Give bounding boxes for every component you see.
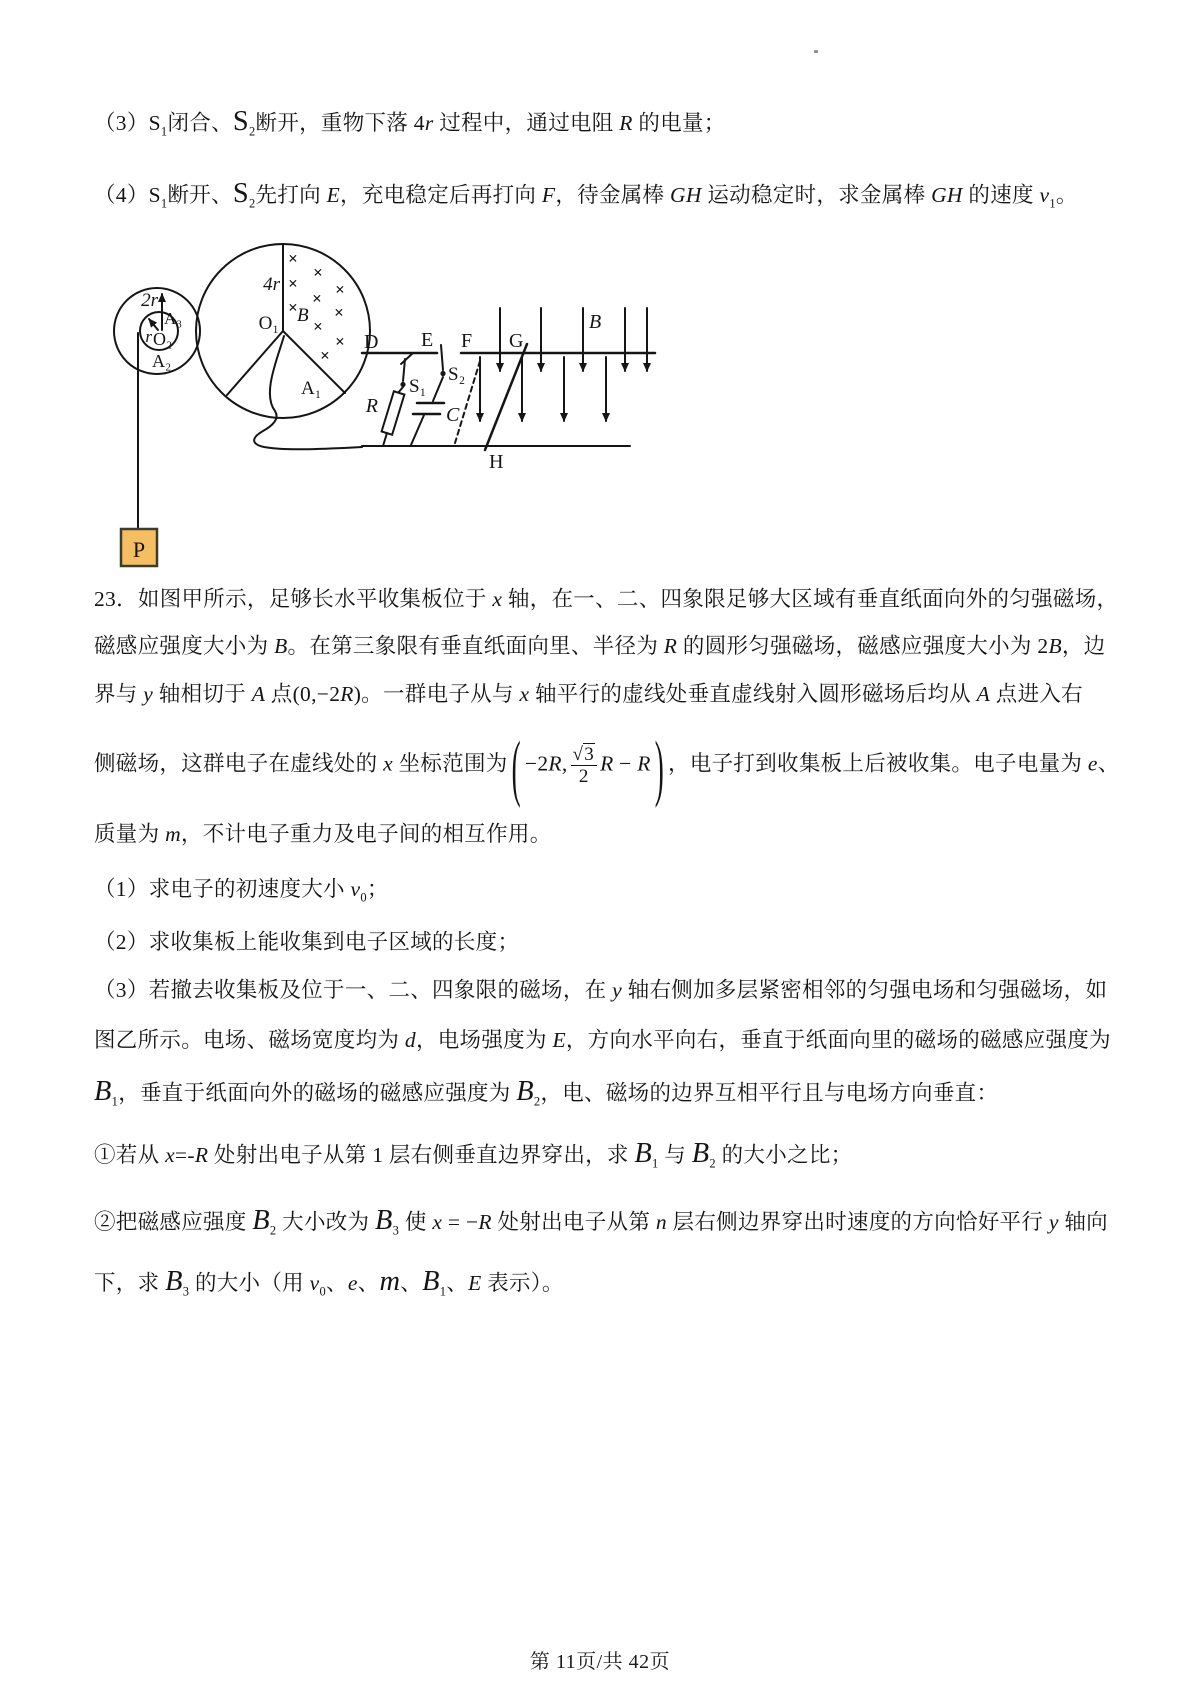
switch-s1-blade (401, 353, 413, 364)
capacitor-c-label: C (446, 404, 460, 426)
q23-sub-2: （2）求收集板上能收集到电子区域的长度； (94, 930, 520, 954)
svg-text:×: × (335, 280, 345, 299)
item-4: $(4)S_1$断开、$S_2$先打向 E，充电稳定后再打向 F，待金属棒 GH 运动稳定时，求金属棒 GH 的速度 $v_1$。 (94, 178, 1078, 211)
svg-text:×: × (335, 332, 345, 351)
field-into-page-crosses (288, 249, 345, 365)
capacitor-wire-bottom (411, 415, 424, 445)
field-b-down-arrows (480, 308, 647, 421)
q23-line-4: 侧磁场，这群电子在虚线处的 x 坐标范围为 ( −2R, $\frac{√3}{2}$ R − R ) ，电子打到收集板上后被收集。电子电量为 e、 (94, 725, 1120, 808)
figure-circuit-diagram (0, 0, 700, 580)
weight-p-label: P (132, 537, 146, 562)
disk-field-b-label: B (297, 305, 309, 326)
q23-sub-3-line-2: 图乙所示。电场、磁场宽度均为 d，电场强度为 E，方向水平向右，垂直于纸面向里的磁场的磁感应强度为 (94, 1028, 1111, 1052)
q23-sub-3-line-3: $B_1$，垂直于纸面向外的磁场的磁感应强度为 $B_2$，电、磁场的边界互相平行且与电场方向垂直： (94, 1076, 999, 1109)
disk-radius-4r-label: 4r (263, 274, 280, 295)
svg-text:×: × (288, 249, 298, 268)
pulley-radius-2r-label: 2r (141, 290, 158, 311)
q23-line-1: 23．如图甲所示，足够长水平收集板位于 x 轴，在一、二、四象限足够大区域有垂直纸面向外的匀强磁场， (94, 587, 1119, 611)
svg-text:×: × (313, 317, 323, 336)
page-footer: 第 11页/共 42页 (529, 1651, 671, 1673)
switch-s2-label: S₂ (448, 364, 466, 385)
disk-o1-label: O₁ (258, 313, 279, 334)
q23-line-5: 质量为 m，不计电子重力及电子间的相互作用。 (94, 822, 552, 846)
rod-gh (485, 344, 527, 450)
svg-text:×: × (334, 303, 344, 322)
svg-text:×: × (313, 263, 323, 282)
pulley-group (114, 288, 200, 566)
field-b-right-label: B (589, 311, 602, 333)
q23-circle-2-line-2: 下，求 $B_3$ 的大小（用 $v_0$、e、m、$B_1$、E 表示）。 (94, 1266, 564, 1299)
switch-s2-contact (440, 371, 445, 376)
resistor-body (382, 391, 405, 434)
svg-text:×: × (312, 289, 322, 308)
circuit-group (362, 329, 655, 473)
svg-text:×: × (288, 274, 298, 293)
rail-e-label: E (421, 329, 434, 351)
q23-sub-1: （1）求电子的初速度大小 $v_0$； (94, 877, 389, 905)
switch-s2-blade (433, 377, 443, 401)
q23-line-3: 界与 y 轴相切于 A 点(0,−2R)。一群电子从与 x 轴平行的虚线处垂直虚线射入圆形磁场后均从 A 点进入右 (94, 682, 1083, 706)
q23-circle-2-line-1: ②把磁感应强度 $B_2$ 大小改为 $B_3$ 使 x = −R 处射出电子从第 n 层右侧边界穿出时速度的方向恰好平行 y 轴向 (94, 1205, 1108, 1238)
switch-s1-label: S₁ (409, 376, 427, 397)
svg-text:×: × (320, 346, 330, 365)
pulley-o2-label: O₂ (153, 329, 173, 349)
rail-g-label: G (509, 330, 524, 352)
resistor-wire-bottom (383, 433, 387, 446)
q23-circle-1: ①若从 x=-R 处射出电子从第 1 层右侧垂直边界穿出，求 $B_1$ 与 $B_2$ 的大小之比； (94, 1138, 853, 1171)
svg-text:×: × (288, 298, 298, 317)
q23-line-2: 磁感应强度大小为 B。在第三象限有垂直纸面向里、半径为 R 的圆形匀强磁场，磁感应强度大小为 2B，边 (94, 634, 1106, 658)
q23-sub-3-line-1: （3）若撤去收集板及位于一、二、四象限的磁场，在 y 轴右侧加多层紧密相邻的匀强电场和匀强磁场，如 (94, 978, 1108, 1002)
switch-s2-wire (441, 345, 443, 370)
resistor-r-label: R (365, 395, 378, 417)
pulley-radius-r-label: r (145, 327, 152, 346)
pulley-a3-label: A₃ (164, 309, 183, 328)
rail-d-label: D (364, 331, 379, 353)
disk-a1-label: A₁ (301, 378, 322, 399)
disk-group (196, 244, 370, 449)
rail-f-label: F (461, 330, 473, 352)
pulley-a2-label: A₂ (152, 351, 172, 371)
item-3: $(3)S_1$闭合、$S_2$断开，重物下落 4r 过程中，通过电阻 R 的电量； (94, 106, 726, 139)
rail-h-label: H (489, 451, 504, 473)
stray-mark (814, 50, 818, 53)
